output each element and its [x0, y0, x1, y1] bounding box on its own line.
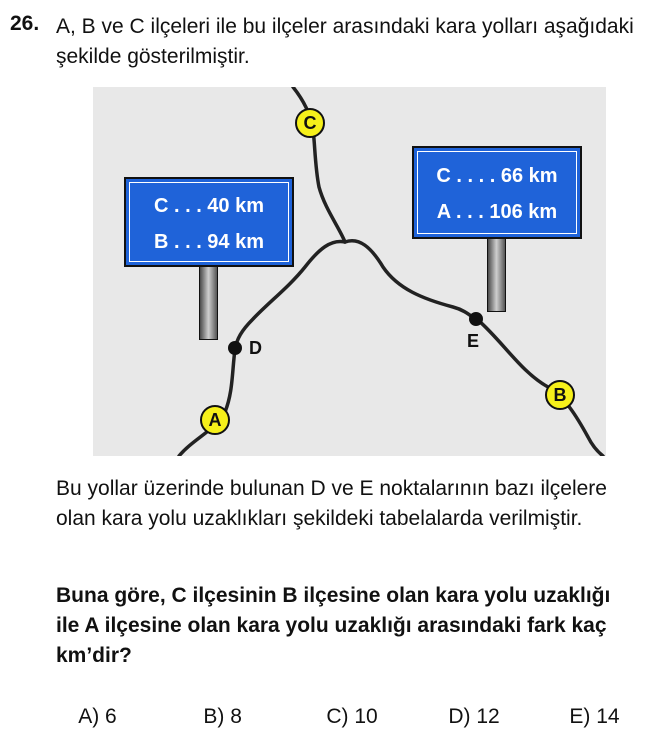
option-c[interactable] — [303, 681, 378, 753]
option-a[interactable] — [56, 681, 117, 753]
option-c-value: 10 — [354, 705, 378, 728]
sign-d-line-2: B . . . 94 km — [153, 231, 265, 253]
city-a-badge: A — [200, 405, 230, 435]
point-e-marker — [469, 312, 483, 326]
option-d-value: 12 — [476, 705, 500, 728]
sign-e-line-1: C . . . . 66 km — [436, 165, 558, 187]
question-paragraph: Bu yollar üzerinde bulunan D ve E noktalarının bazı ilçelere olan kara yolu uzaklıkları şekildeki tabelalarda verilmiştir. — [56, 477, 607, 530]
option-d-label: D) — [448, 705, 471, 728]
sign-e-post — [487, 235, 506, 312]
road-network — [93, 87, 606, 456]
option-e[interactable] — [546, 681, 620, 753]
city-c-badge: C — [295, 108, 325, 138]
point-e-label: E — [467, 331, 480, 351]
point-d-marker — [228, 341, 242, 355]
option-c-label: C) — [326, 705, 349, 728]
question-intro: A, B ve C ilçeleri ile bu ilçeler arasındaki kara yolları aşağıdaki şekilde gösterilmiştir. — [56, 15, 634, 68]
option-a-value: 6 — [105, 705, 117, 728]
option-b-value: 8 — [230, 705, 242, 728]
option-b-label: B) — [203, 705, 225, 728]
road-map-figure — [93, 87, 606, 456]
sign-d-line-1: C . . . 40 km — [153, 195, 265, 217]
question-prompt: Buna göre, C ilçesinin B ilçesine olan kara yolu uzaklığı ile A ilçesine olan kara yolu uzaklığı arasındaki fark kaç km’dir? — [56, 584, 611, 667]
question-number: 26. — [10, 12, 40, 35]
point-d-label: D — [249, 338, 262, 358]
sign-e-line-2: A . . . 106 km — [436, 201, 558, 223]
option-e-label: E) — [569, 705, 591, 728]
answer-options — [56, 681, 636, 728]
option-b[interactable] — [180, 681, 242, 753]
option-a-label: A) — [78, 705, 100, 728]
sign-d-post — [199, 263, 218, 340]
option-d[interactable] — [425, 681, 500, 753]
option-e-value: 14 — [596, 705, 620, 728]
city-b-badge: B — [545, 380, 575, 410]
sign-e — [412, 146, 582, 239]
sign-d — [124, 177, 294, 267]
